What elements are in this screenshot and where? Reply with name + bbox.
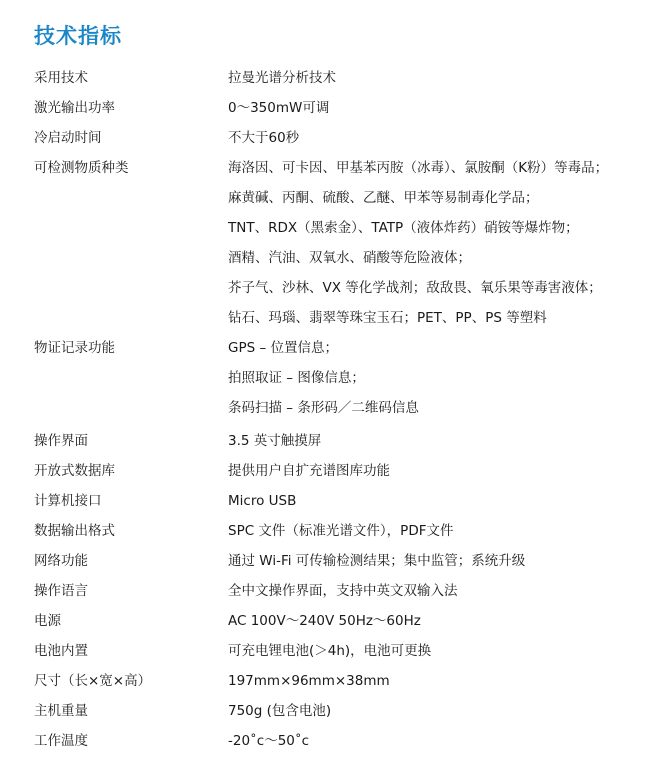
spec-row-power xyxy=(34,606,654,636)
spec-value: 芥子气、沙林、VX 等化学战剂；敌敌畏、氧乐果等毒害液体； xyxy=(228,280,602,296)
spec-label: 工作温度 xyxy=(34,733,88,749)
spec-row-network xyxy=(34,546,654,576)
spec-label: 尺寸（长×宽×高） xyxy=(34,673,152,689)
spec-label: 电源 xyxy=(34,613,61,629)
spec-row-weight xyxy=(34,696,654,726)
spec-value: 拍照取证 – 图像信息； xyxy=(228,370,365,386)
spec-value: -20˚c～50˚c xyxy=(228,733,310,749)
spec-row-dimensions xyxy=(34,666,654,696)
spec-row-temperature xyxy=(34,726,654,756)
spec-row-cold-start xyxy=(34,123,654,153)
spec-row-computer-interface xyxy=(34,486,654,516)
spec-label: 网络功能 xyxy=(34,553,88,569)
spec-row-evidence-recording xyxy=(34,333,654,423)
spec-label: 数据输出格式 xyxy=(34,523,115,539)
spec-value: 750g (包含电池) xyxy=(228,703,332,719)
spec-value: 通过 Wi-Fi 可传输检测结果；集中监管；系统升级 xyxy=(228,553,526,569)
spec-value: 海洛因、可卡因、甲基苯丙胺（冰毒）、氯胺酮（K粉）等毒品； xyxy=(228,160,609,176)
spec-value: Micro USB xyxy=(228,493,297,509)
spec-value: AC 100V～240V 50Hz～60Hz xyxy=(228,613,421,629)
page-title: 技术指标 xyxy=(34,24,122,48)
spec-value: 可充电锂电池(＞4h)，电池可更换 xyxy=(228,643,432,659)
spec-value: 不大于60秒 xyxy=(228,130,300,146)
spec-label: 电池内置 xyxy=(34,643,88,659)
spec-label: 主机重量 xyxy=(34,703,88,719)
spec-label: 物证记录功能 xyxy=(34,340,115,356)
spec-value: 3.5 英寸触摸屏 xyxy=(228,433,322,449)
spec-value: 钻石、玛瑙、翡翠等珠宝玉石；PET、PP、PS 等塑料 xyxy=(228,310,547,326)
spec-label: 操作语言 xyxy=(34,583,88,599)
spec-label: 采用技术 xyxy=(34,70,88,86)
spec-row-interface xyxy=(34,426,654,456)
spec-row-open-database xyxy=(34,456,654,486)
spec-table xyxy=(34,63,654,756)
spec-value: 全中文操作界面，支持中英文双输入法 xyxy=(228,583,458,599)
spec-label: 计算机接口 xyxy=(34,493,102,509)
spec-value: 条码扫描 – 条形码／二维码信息 xyxy=(228,400,419,416)
spec-row-output-format xyxy=(34,516,654,546)
spec-value: TNT、RDX（黑索金）、TATP（液体炸药）硝铵等爆炸物； xyxy=(228,220,579,236)
spec-label: 操作界面 xyxy=(34,433,88,449)
spec-row-technology xyxy=(34,63,654,93)
spec-label: 可检测物质种类 xyxy=(34,160,129,176)
spec-value: GPS – 位置信息； xyxy=(228,340,339,356)
spec-row-language xyxy=(34,576,654,606)
spec-label: 激光输出功率 xyxy=(34,100,115,116)
spec-label: 冷启动时间 xyxy=(34,130,102,146)
spec-value: 拉曼光谱分析技术 xyxy=(228,70,336,86)
spec-value: 提供用户自扩充谱图库功能 xyxy=(228,463,390,479)
spec-row-detectable-substances xyxy=(34,153,654,333)
spec-label: 开放式数据库 xyxy=(34,463,115,479)
spec-value: SPC 文件（标准光谱文件），PDF文件 xyxy=(228,523,454,539)
spec-value: 麻黄碱、丙酮、硫酸、乙醚、甲苯等易制毒化学品； xyxy=(228,190,539,206)
spec-value: 酒精、汽油、双氧水、硝酸等危险液体； xyxy=(228,250,471,266)
spec-value: 0～350mW可调 xyxy=(228,100,330,116)
spec-row-battery xyxy=(34,636,654,666)
spec-row-laser-power xyxy=(34,93,654,123)
spec-value: 197mm×96mm×38mm xyxy=(228,673,390,689)
